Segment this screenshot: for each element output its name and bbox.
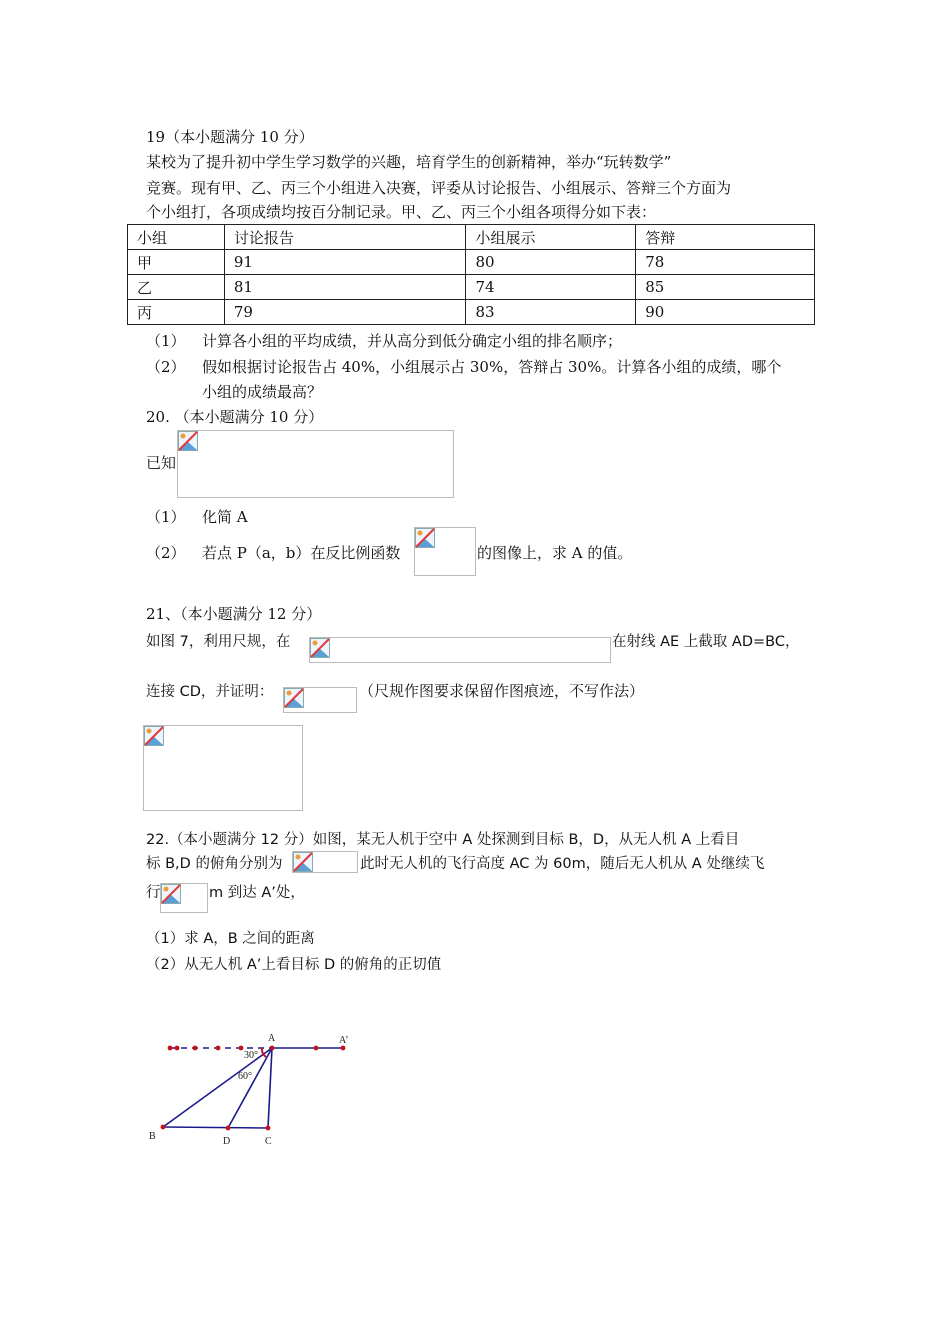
point-c xyxy=(266,1126,271,1131)
table-header-cell: 答辩 xyxy=(636,225,815,250)
angle-30-label: 30° xyxy=(244,1050,258,1061)
table-row xyxy=(128,275,815,300)
q21-line2-a: 连接 CD，并证明： xyxy=(146,684,274,700)
point-mid xyxy=(314,1046,319,1051)
broken-image-icon xyxy=(293,852,313,872)
broken-image-icon xyxy=(161,884,181,904)
q19-item2-number: （2） xyxy=(146,358,186,376)
broken-image-icon xyxy=(284,688,304,708)
label-a-prime: A’ xyxy=(339,1035,349,1046)
segment-a-c xyxy=(268,1048,272,1128)
drone-geometry-figure xyxy=(140,1025,370,1150)
q20-item1-number: （1） xyxy=(146,508,186,526)
point-dashed-2 xyxy=(175,1046,180,1051)
table-cell: 78 xyxy=(636,250,815,275)
q19-item2-text-line1: 假如根据讨论报告占 40%，小组展示占 30%，答辩占 30%。计算各小组的成绩，哪个 xyxy=(202,358,782,376)
broken-image-icon xyxy=(415,528,435,548)
q22-item1: （1）求 A，B 之间的距离 xyxy=(146,931,315,947)
table-row xyxy=(128,300,815,325)
table-cell: 74 xyxy=(466,275,636,300)
q21-line2-b: （尺规作图要求保留作图痕迹，不写作法） xyxy=(359,682,645,700)
table-cell: 90 xyxy=(636,300,815,325)
segment-b-c xyxy=(163,1127,268,1128)
q21-line1-b: 在射线 AE 上截取 AD=BC， xyxy=(612,634,800,650)
q20-item2-text-a: 若点 P（a，b）在反比例函数 xyxy=(202,544,401,562)
angle-60-label: 60° xyxy=(238,1071,252,1082)
point-d xyxy=(226,1126,231,1131)
point-dashed-4 xyxy=(216,1046,221,1051)
q20-formula-image xyxy=(177,430,454,498)
table-cell: 丙 xyxy=(128,300,225,325)
q22-line2-a: 标 B,D 的俯角分别为 xyxy=(146,856,283,872)
q22-line2-b: 此时无人机的飞行高度 AC 为 60m，随后无人机从 A 处继续飞 xyxy=(360,856,765,872)
q22-item2: （2）从无人机 A’上看目标 D 的俯角的正切值 xyxy=(146,957,442,973)
q22-angles-image xyxy=(292,851,358,873)
table-header-cell: 小组 xyxy=(128,225,225,250)
table-cell: 91 xyxy=(224,250,466,275)
q20-title: 20. （本小题满分 10 分） xyxy=(146,408,324,426)
q19-item1-number: （1） xyxy=(146,332,186,350)
q20-item2-number: （2） xyxy=(146,544,186,562)
q20-item2-text-b: 的图像上，求 A 的值。 xyxy=(477,544,633,562)
q20-given-label: 已知 xyxy=(146,454,177,472)
table-header-cell: 讨论报告 xyxy=(224,225,466,250)
q19-intro-line1: 某校为了提升初中学生学习数学的兴趣，培育学生的创新精神，举办“玩转数学” xyxy=(146,153,672,171)
scores-table xyxy=(127,224,815,325)
broken-image-icon xyxy=(310,638,330,658)
q21-figure-image xyxy=(143,725,303,811)
q19-intro-line2: 竞赛。现有甲、乙、丙三个小组进入决赛，评委从讨论报告、小组展示、答辩三个方面为 xyxy=(146,179,732,197)
q19-item2-text-line2: 小组的成绩最高？ xyxy=(202,383,323,401)
table-cell: 83 xyxy=(466,300,636,325)
table-header-cell: 小组展示 xyxy=(466,225,636,250)
point-dashed-1 xyxy=(168,1046,173,1051)
q22-distance-image xyxy=(160,883,208,913)
q22-line3-b: m 到达 A’处， xyxy=(209,885,305,901)
q22-line3-a: 行 xyxy=(146,885,161,901)
broken-image-icon xyxy=(144,726,164,746)
q21-title: 21、（本小题满分 12 分） xyxy=(146,605,322,623)
table-cell: 79 xyxy=(224,300,466,325)
q20-item1-text: 化简 A xyxy=(202,508,248,526)
label-b: B xyxy=(149,1131,156,1142)
label-c: C xyxy=(265,1136,272,1147)
table-header-row xyxy=(128,225,815,250)
q21-inline-image-1 xyxy=(309,637,611,663)
point-a xyxy=(270,1046,275,1051)
table-cell: 甲 xyxy=(128,250,225,275)
q21-line1-a: 如图 7，利用尺规，在 xyxy=(146,634,291,650)
broken-image-icon xyxy=(178,431,198,451)
q19-title: 19（本小题满分 10 分） xyxy=(146,128,314,146)
point-b xyxy=(161,1125,166,1130)
point-a-prime xyxy=(341,1046,346,1051)
point-dashed-5 xyxy=(239,1046,244,1051)
point-dashed-3 xyxy=(193,1046,198,1051)
table-cell: 80 xyxy=(466,250,636,275)
q19-intro-line3: 个小组打，各项成绩均按百分制记录。甲、乙、丙三个小组各项得分如下表： xyxy=(146,203,657,221)
label-d: D xyxy=(223,1136,231,1147)
q22-line1: 22.（本小题满分 12 分）如图，某无人机于空中 A 处探测到目标 B，D，从无人机 A 上看目 xyxy=(146,832,740,848)
q21-inline-image-2 xyxy=(283,687,357,713)
table-cell: 85 xyxy=(636,275,815,300)
label-a: A xyxy=(268,1033,276,1044)
table-row xyxy=(128,250,815,275)
table-cell: 乙 xyxy=(128,275,225,300)
q20-function-image xyxy=(414,527,476,576)
q19-item1-text: 计算各小组的平均成绩，并从高分到低分确定小组的排名顺序； xyxy=(202,332,623,350)
table-cell: 81 xyxy=(224,275,466,300)
